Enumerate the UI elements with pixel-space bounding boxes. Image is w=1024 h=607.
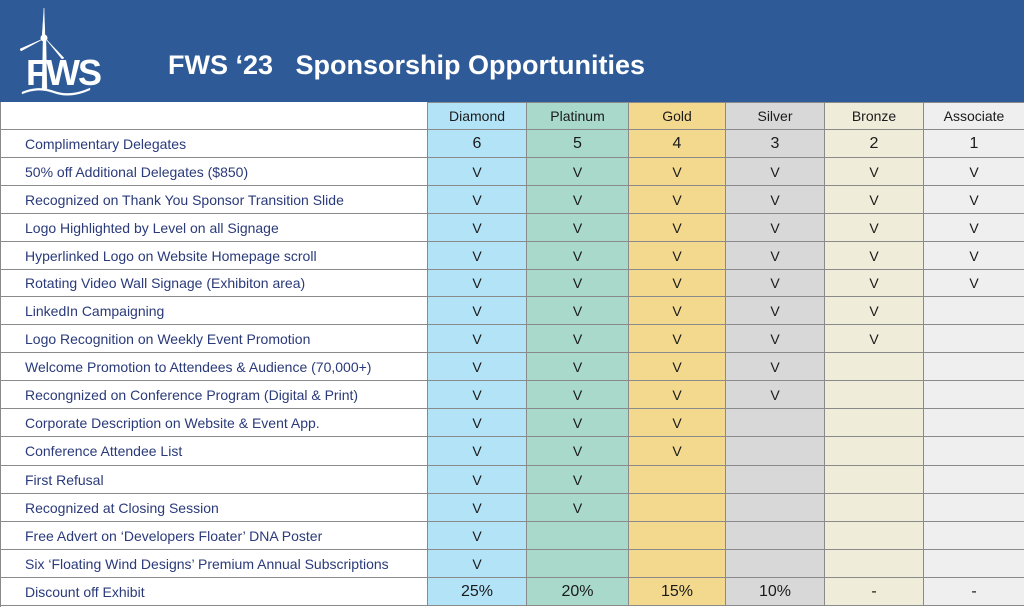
benefit-label: Complimentary Delegates bbox=[1, 130, 428, 158]
empty-cell bbox=[527, 550, 629, 578]
delegate-count-cell: 2 bbox=[825, 130, 924, 158]
discount-cell: 25% bbox=[428, 578, 527, 606]
check-mark-icon: V bbox=[629, 186, 726, 214]
empty-cell bbox=[924, 466, 1024, 494]
benefit-label: LinkedIn Campaigning bbox=[1, 297, 428, 325]
check-mark-icon: V bbox=[428, 297, 527, 325]
check-mark-icon: V bbox=[527, 158, 629, 186]
check-mark-icon: V bbox=[924, 158, 1024, 186]
check-mark-icon: V bbox=[629, 214, 726, 242]
tier-header-diamond: Diamond bbox=[428, 102, 527, 130]
benefit-label: Free Advert on ‘Developers Floater’ DNA Poster bbox=[1, 522, 428, 550]
check-mark-icon: V bbox=[428, 270, 527, 297]
header-blank-cell bbox=[1, 102, 428, 130]
check-mark-icon: V bbox=[726, 214, 825, 242]
empty-cell bbox=[924, 297, 1024, 325]
check-mark-icon: V bbox=[428, 522, 527, 550]
benefit-label: Logo Highlighted by Level on all Signage bbox=[1, 214, 428, 242]
check-mark-icon: V bbox=[527, 270, 629, 297]
empty-cell bbox=[726, 550, 825, 578]
empty-cell bbox=[726, 437, 825, 466]
check-mark-icon: V bbox=[629, 297, 726, 325]
check-mark-icon: V bbox=[825, 186, 924, 214]
benefit-label: Hyperlinked Logo on Website Homepage scroll bbox=[1, 242, 428, 270]
empty-cell bbox=[825, 381, 924, 409]
empty-cell bbox=[726, 522, 825, 550]
empty-cell bbox=[629, 522, 726, 550]
check-mark-icon: V bbox=[428, 242, 527, 270]
tier-header-silver: Silver bbox=[726, 102, 825, 130]
delegate-count-cell: 4 bbox=[629, 130, 726, 158]
empty-cell bbox=[825, 494, 924, 522]
check-mark-icon: V bbox=[629, 437, 726, 466]
check-mark-icon: V bbox=[726, 325, 825, 353]
header-banner bbox=[0, 0, 1024, 102]
check-mark-icon: V bbox=[726, 158, 825, 186]
benefit-label: Conference Attendee List bbox=[1, 437, 428, 466]
discount-cell: 10% bbox=[726, 578, 825, 606]
check-mark-icon: V bbox=[726, 242, 825, 270]
empty-cell bbox=[825, 466, 924, 494]
benefit-label: Recognized at Closing Session bbox=[1, 494, 428, 522]
check-mark-icon: V bbox=[527, 381, 629, 409]
check-mark-icon: V bbox=[428, 409, 527, 437]
check-mark-icon: V bbox=[527, 437, 629, 466]
check-mark-icon: V bbox=[726, 270, 825, 297]
empty-cell bbox=[924, 437, 1024, 466]
check-mark-icon: V bbox=[527, 409, 629, 437]
check-mark-icon: V bbox=[428, 186, 527, 214]
check-mark-icon: V bbox=[726, 297, 825, 325]
check-mark-icon: V bbox=[629, 158, 726, 186]
empty-cell bbox=[924, 409, 1024, 437]
check-mark-icon: V bbox=[527, 466, 629, 494]
benefit-label: First Refusal bbox=[1, 466, 428, 494]
check-mark-icon: V bbox=[428, 494, 527, 522]
check-mark-icon: V bbox=[825, 158, 924, 186]
delegate-count-cell: 6 bbox=[428, 130, 527, 158]
check-mark-icon: V bbox=[924, 270, 1024, 297]
benefit-label: Logo Recognition on Weekly Event Promotion bbox=[1, 325, 428, 353]
check-mark-icon: V bbox=[825, 270, 924, 297]
delegate-count-cell: 5 bbox=[527, 130, 629, 158]
check-mark-icon: V bbox=[428, 158, 527, 186]
check-mark-icon: V bbox=[924, 186, 1024, 214]
check-mark-icon: V bbox=[924, 214, 1024, 242]
check-mark-icon: V bbox=[825, 325, 924, 353]
check-mark-icon: V bbox=[924, 242, 1024, 270]
benefit-label: Discount off Exhibit bbox=[1, 578, 428, 606]
discount-cell: - bbox=[924, 578, 1024, 606]
benefit-label: Recognized on Thank You Sponsor Transition Slide bbox=[1, 186, 428, 214]
check-mark-icon: V bbox=[428, 353, 527, 381]
empty-cell bbox=[924, 381, 1024, 409]
delegate-count-cell: 1 bbox=[924, 130, 1024, 158]
tier-header-bronze: Bronze bbox=[825, 102, 924, 130]
check-mark-icon: V bbox=[428, 325, 527, 353]
check-mark-icon: V bbox=[428, 550, 527, 578]
tier-header-associate: Associate bbox=[924, 102, 1024, 130]
empty-cell bbox=[629, 550, 726, 578]
empty-cell bbox=[924, 494, 1024, 522]
delegate-count-cell: 3 bbox=[726, 130, 825, 158]
logo-text: FWS bbox=[26, 52, 100, 93]
check-mark-icon: V bbox=[726, 186, 825, 214]
page-title: FWS ‘23 Sponsorship Opportunities bbox=[168, 50, 646, 80]
empty-cell bbox=[629, 494, 726, 522]
empty-cell bbox=[924, 522, 1024, 550]
discount-cell: - bbox=[825, 578, 924, 606]
check-mark-icon: V bbox=[726, 353, 825, 381]
check-mark-icon: V bbox=[527, 297, 629, 325]
benefit-label: Welcome Promotion to Attendees & Audience (70,000+) bbox=[1, 353, 428, 381]
empty-cell bbox=[825, 409, 924, 437]
check-mark-icon: V bbox=[428, 437, 527, 466]
check-mark-icon: V bbox=[527, 494, 629, 522]
tier-header-platinum: Platinum bbox=[527, 102, 629, 130]
discount-cell: 15% bbox=[629, 578, 726, 606]
check-mark-icon: V bbox=[726, 381, 825, 409]
empty-cell bbox=[629, 466, 726, 494]
check-mark-icon: V bbox=[825, 242, 924, 270]
check-mark-icon: V bbox=[527, 242, 629, 270]
benefit-label: Corporate Description on Website & Event App. bbox=[1, 409, 428, 437]
empty-cell bbox=[924, 550, 1024, 578]
empty-cell bbox=[924, 325, 1024, 353]
sponsorship-table bbox=[0, 102, 1024, 607]
benefit-label: 50% off Additional Delegates ($850) bbox=[1, 158, 428, 186]
check-mark-icon: V bbox=[629, 409, 726, 437]
check-mark-icon: V bbox=[527, 214, 629, 242]
check-mark-icon: V bbox=[428, 381, 527, 409]
empty-cell bbox=[825, 522, 924, 550]
empty-cell bbox=[726, 409, 825, 437]
check-mark-icon: V bbox=[825, 297, 924, 325]
check-mark-icon: V bbox=[629, 270, 726, 297]
benefit-label: Six ‘Floating Wind Designs’ Premium Annual Subscriptions bbox=[1, 550, 428, 578]
check-mark-icon: V bbox=[629, 381, 726, 409]
benefit-label: Rotating Video Wall Signage (Exhibiton area) bbox=[1, 270, 428, 297]
check-mark-icon: V bbox=[428, 214, 527, 242]
check-mark-icon: V bbox=[527, 186, 629, 214]
empty-cell bbox=[825, 353, 924, 381]
check-mark-icon: V bbox=[527, 325, 629, 353]
tier-header-gold: Gold bbox=[629, 102, 726, 130]
discount-cell: 20% bbox=[527, 578, 629, 606]
check-mark-icon: V bbox=[825, 214, 924, 242]
check-mark-icon: V bbox=[428, 466, 527, 494]
empty-cell bbox=[726, 494, 825, 522]
empty-cell bbox=[924, 353, 1024, 381]
empty-cell bbox=[825, 550, 924, 578]
empty-cell bbox=[825, 437, 924, 466]
check-mark-icon: V bbox=[527, 353, 629, 381]
check-mark-icon: V bbox=[629, 353, 726, 381]
empty-cell bbox=[527, 522, 629, 550]
empty-cell bbox=[726, 466, 825, 494]
check-mark-icon: V bbox=[629, 325, 726, 353]
benefit-label: Recongnized on Conference Program (Digital & Print) bbox=[1, 381, 428, 409]
check-mark-icon: V bbox=[629, 242, 726, 270]
